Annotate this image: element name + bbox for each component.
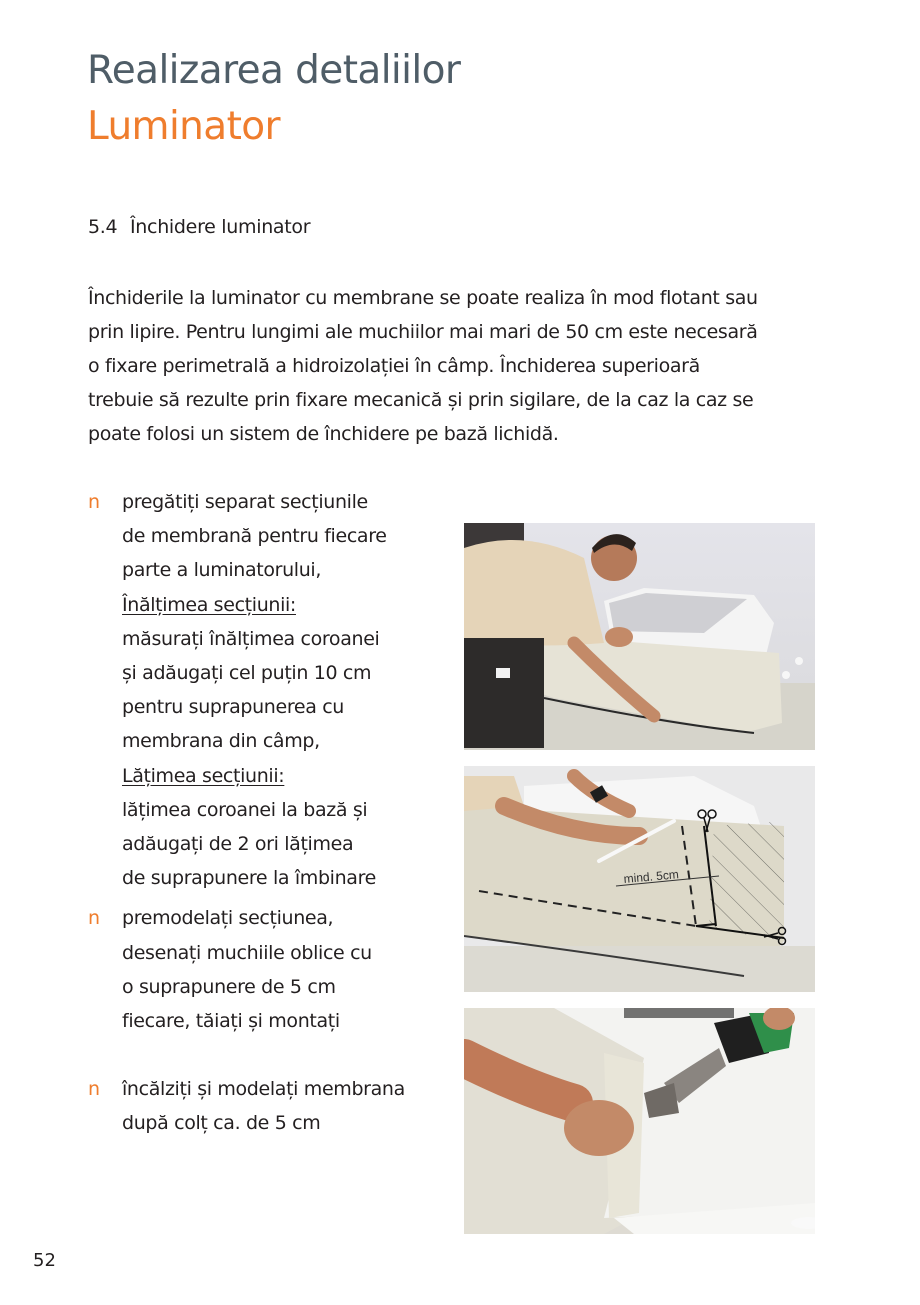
bullet-icon: n [88, 491, 100, 513]
page-title-line1: Realizarea detaliilor [87, 48, 461, 93]
steps-list [88, 485, 448, 1141]
subheading-width: Lățimea secțiunii: [122, 764, 285, 787]
step-line: lățimea coroanei la bază și [122, 798, 368, 821]
step-line: o suprapunere de 5 cm [122, 975, 336, 998]
bullet-icon: n [88, 907, 100, 930]
bullet-icon: n [88, 1078, 100, 1101]
step-line: adăugați de 2 ori lățimea [122, 833, 354, 856]
section-title: Închidere luminator [130, 216, 311, 238]
subheading-height: Înălțimea secțiunii: [122, 593, 296, 616]
intro-paragraph [88, 281, 828, 451]
section-heading [88, 216, 310, 238]
intro-line: poate folosi un sistem de închidere pe bază lichidă. [88, 423, 559, 445]
step-line: de membrană pentru fiecare [122, 525, 387, 548]
step-line: premodelați secțiunea, [122, 907, 334, 930]
step-line: desenați muchiile oblice cu [122, 941, 372, 964]
photo-hot-air-welding [464, 1008, 815, 1234]
step-line: măsurați înălțimea coroanei [122, 627, 380, 650]
step-line: pentru suprapunerea cu [122, 696, 344, 719]
step-line: după colț ca. de 5 cm [122, 1112, 321, 1135]
intro-line: Închiderile la luminator cu membrane se poate realiza în mod flotant sau [88, 287, 758, 309]
photo-fitting-membrane [464, 523, 815, 750]
step-item [88, 485, 448, 895]
section-number: 5.4 [88, 216, 118, 238]
intro-line: o fixare perimetrală a hidroizolației în câmp. Închiderea superioară [88, 355, 700, 377]
step-line: fiecare, tăiați și montați [122, 1010, 340, 1033]
photo-illustration [464, 523, 815, 750]
step-line: de suprapunere la îmbinare [122, 867, 376, 890]
annotation-min-5cm: mind. 5cm [623, 867, 680, 886]
photo-illustration [464, 1008, 815, 1234]
step-line: parte a luminatorului, [122, 559, 322, 582]
intro-line: prin lipire. Pentru lungimi ale muchiilor mai mari de 50 cm este necesară [88, 321, 758, 343]
step-line: încălziți și modelați membrana [122, 1078, 405, 1101]
page-title-line2: Luminator [87, 104, 280, 149]
step-item [88, 901, 448, 1038]
intro-line: trebuie să rezulte prin fixare mecanică și prin sigilare, de la caz la caz se [88, 389, 754, 411]
photo-marking-cut-lines [464, 766, 815, 992]
photo-illustration [464, 766, 815, 992]
step-line: și adăugați cel puțin 10 cm [122, 662, 372, 685]
page-number: 52 [33, 1250, 56, 1271]
step-line: membrana din câmp, [122, 730, 320, 753]
step-item [88, 1072, 448, 1140]
step-line: pregătiți separat secțiunile [122, 491, 368, 513]
